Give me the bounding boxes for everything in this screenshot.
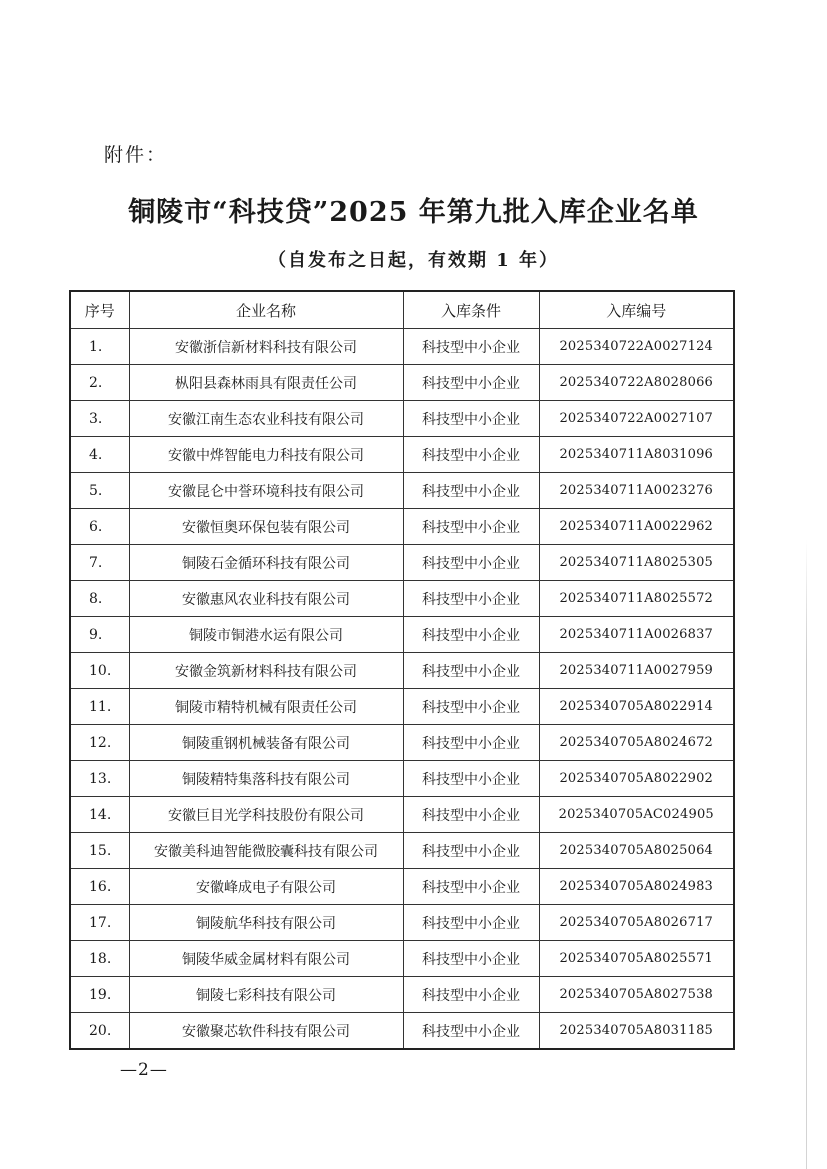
cell-number: 8.	[70, 581, 129, 617]
cell-company-name: 铜陵航华科技有限公司	[129, 905, 403, 941]
table-row	[70, 653, 734, 689]
cell-company-name: 铜陵石金循环科技有限公司	[129, 545, 403, 581]
cell-registry-code: 2025340722A8028066	[539, 365, 734, 401]
table-row	[70, 401, 734, 437]
cell-company-name: 铜陵七彩科技有限公司	[129, 977, 403, 1013]
cell-condition: 科技型中小企业	[403, 437, 539, 473]
column-header-condition: 入库条件	[403, 291, 539, 329]
cell-company-name: 安徽中烨智能电力科技有限公司	[129, 437, 403, 473]
scan-edge-line	[806, 540, 807, 1169]
cell-number: 14.	[70, 797, 129, 833]
table-row	[70, 761, 734, 797]
column-header-company-name: 企业名称	[129, 291, 403, 329]
cell-company-name: 枞阳县森林雨具有限责任公司	[129, 365, 403, 401]
cell-number: 2.	[70, 365, 129, 401]
cell-number: 7.	[70, 545, 129, 581]
cell-company-name: 安徽恒奥环保包装有限公司	[129, 509, 403, 545]
table-row	[70, 977, 734, 1013]
table-row	[70, 545, 734, 581]
cell-condition: 科技型中小企业	[403, 329, 539, 365]
cell-condition: 科技型中小企业	[403, 473, 539, 509]
cell-company-name: 安徽昆仑中誉环境科技有限公司	[129, 473, 403, 509]
cell-number: 6.	[70, 509, 129, 545]
table-row	[70, 473, 734, 509]
table-row	[70, 689, 734, 725]
cell-condition: 科技型中小企业	[403, 977, 539, 1013]
cell-number: 16.	[70, 869, 129, 905]
cell-company-name: 铜陵市精特机械有限责任公司	[129, 689, 403, 725]
table-row	[70, 725, 734, 761]
cell-registry-code: 2025340705AC024905	[539, 797, 734, 833]
cell-company-name: 安徽峰成电子有限公司	[129, 869, 403, 905]
cell-registry-code: 2025340705A8022902	[539, 761, 734, 797]
cell-company-name: 铜陵华威金属材料有限公司	[129, 941, 403, 977]
cell-registry-code: 2025340722A0027124	[539, 329, 734, 365]
enterprise-list-table	[69, 290, 735, 1050]
cell-registry-code: 2025340711A0022962	[539, 509, 734, 545]
cell-condition: 科技型中小企业	[403, 941, 539, 977]
table-row	[70, 905, 734, 941]
document-title: 铜陵市“科技贷”2025 年第九批入库企业名单	[128, 197, 699, 228]
cell-company-name: 安徽金筑新材料科技有限公司	[129, 653, 403, 689]
column-header-number: 序号	[70, 291, 129, 329]
document-subtitle: （自发布之日起，有效期 1 年）	[267, 250, 560, 271]
cell-company-name: 安徽浙信新材料科技有限公司	[129, 329, 403, 365]
table-row	[70, 797, 734, 833]
cell-number: 20.	[70, 1013, 129, 1050]
cell-condition: 科技型中小企业	[403, 1013, 539, 1050]
table-row	[70, 617, 734, 653]
cell-company-name: 安徽聚芯软件科技有限公司	[129, 1013, 403, 1050]
cell-number: 9.	[70, 617, 129, 653]
cell-number: 17.	[70, 905, 129, 941]
cell-condition: 科技型中小企业	[403, 509, 539, 545]
table-row	[70, 365, 734, 401]
table-header-row	[70, 291, 734, 329]
table-row	[70, 869, 734, 905]
cell-condition: 科技型中小企业	[403, 401, 539, 437]
cell-condition: 科技型中小企业	[403, 725, 539, 761]
cell-company-name: 安徽美科迪智能微胶囊科技有限公司	[129, 833, 403, 869]
table-row	[70, 509, 734, 545]
cell-number: 4.	[70, 437, 129, 473]
cell-registry-code: 2025340711A8025305	[539, 545, 734, 581]
cell-condition: 科技型中小企业	[403, 869, 539, 905]
cell-company-name: 铜陵市铜港水运有限公司	[129, 617, 403, 653]
cell-registry-code: 2025340705A8025571	[539, 941, 734, 977]
cell-registry-code: 2025340722A0027107	[539, 401, 734, 437]
cell-number: 18.	[70, 941, 129, 977]
cell-registry-code: 2025340705A8026717	[539, 905, 734, 941]
cell-condition: 科技型中小企业	[403, 905, 539, 941]
cell-condition: 科技型中小企业	[403, 545, 539, 581]
cell-registry-code: 2025340705A8024983	[539, 869, 734, 905]
cell-company-name: 安徽惠风农业科技有限公司	[129, 581, 403, 617]
cell-company-name: 铜陵精特集落科技有限公司	[129, 761, 403, 797]
cell-number: 13.	[70, 761, 129, 797]
cell-condition: 科技型中小企业	[403, 797, 539, 833]
table-row	[70, 581, 734, 617]
cell-number: 19.	[70, 977, 129, 1013]
cell-condition: 科技型中小企业	[403, 653, 539, 689]
cell-company-name: 铜陵重钢机械装备有限公司	[129, 725, 403, 761]
cell-condition: 科技型中小企业	[403, 617, 539, 653]
cell-number: 10.	[70, 653, 129, 689]
cell-registry-code: 2025340711A8025572	[539, 581, 734, 617]
cell-number: 1.	[70, 329, 129, 365]
cell-registry-code: 2025340711A0026837	[539, 617, 734, 653]
cell-number: 11.	[70, 689, 129, 725]
attachment-label: 附件：	[104, 144, 168, 166]
cell-registry-code: 2025340711A0023276	[539, 473, 734, 509]
table-row	[70, 833, 734, 869]
table-row	[70, 329, 734, 365]
cell-condition: 科技型中小企业	[403, 689, 539, 725]
cell-company-name: 安徽江南生态农业科技有限公司	[129, 401, 403, 437]
table-row	[70, 1013, 734, 1050]
cell-registry-code: 2025340705A8024672	[539, 725, 734, 761]
cell-condition: 科技型中小企业	[403, 833, 539, 869]
cell-condition: 科技型中小企业	[403, 761, 539, 797]
page-number: —2—	[120, 1060, 168, 1080]
cell-registry-code: 2025340705A8027538	[539, 977, 734, 1013]
cell-registry-code: 2025340705A8031185	[539, 1013, 734, 1050]
cell-registry-code: 2025340705A8022914	[539, 689, 734, 725]
cell-number: 5.	[70, 473, 129, 509]
cell-number: 12.	[70, 725, 129, 761]
cell-number: 15.	[70, 833, 129, 869]
column-header-registry-code: 入库编号	[539, 291, 734, 329]
cell-registry-code: 2025340711A8031096	[539, 437, 734, 473]
cell-number: 3.	[70, 401, 129, 437]
table-row	[70, 437, 734, 473]
cell-registry-code: 2025340705A8025064	[539, 833, 734, 869]
table-row	[70, 941, 734, 977]
cell-registry-code: 2025340711A0027959	[539, 653, 734, 689]
cell-condition: 科技型中小企业	[403, 581, 539, 617]
cell-condition: 科技型中小企业	[403, 365, 539, 401]
cell-company-name: 安徽巨目光学科技股份有限公司	[129, 797, 403, 833]
